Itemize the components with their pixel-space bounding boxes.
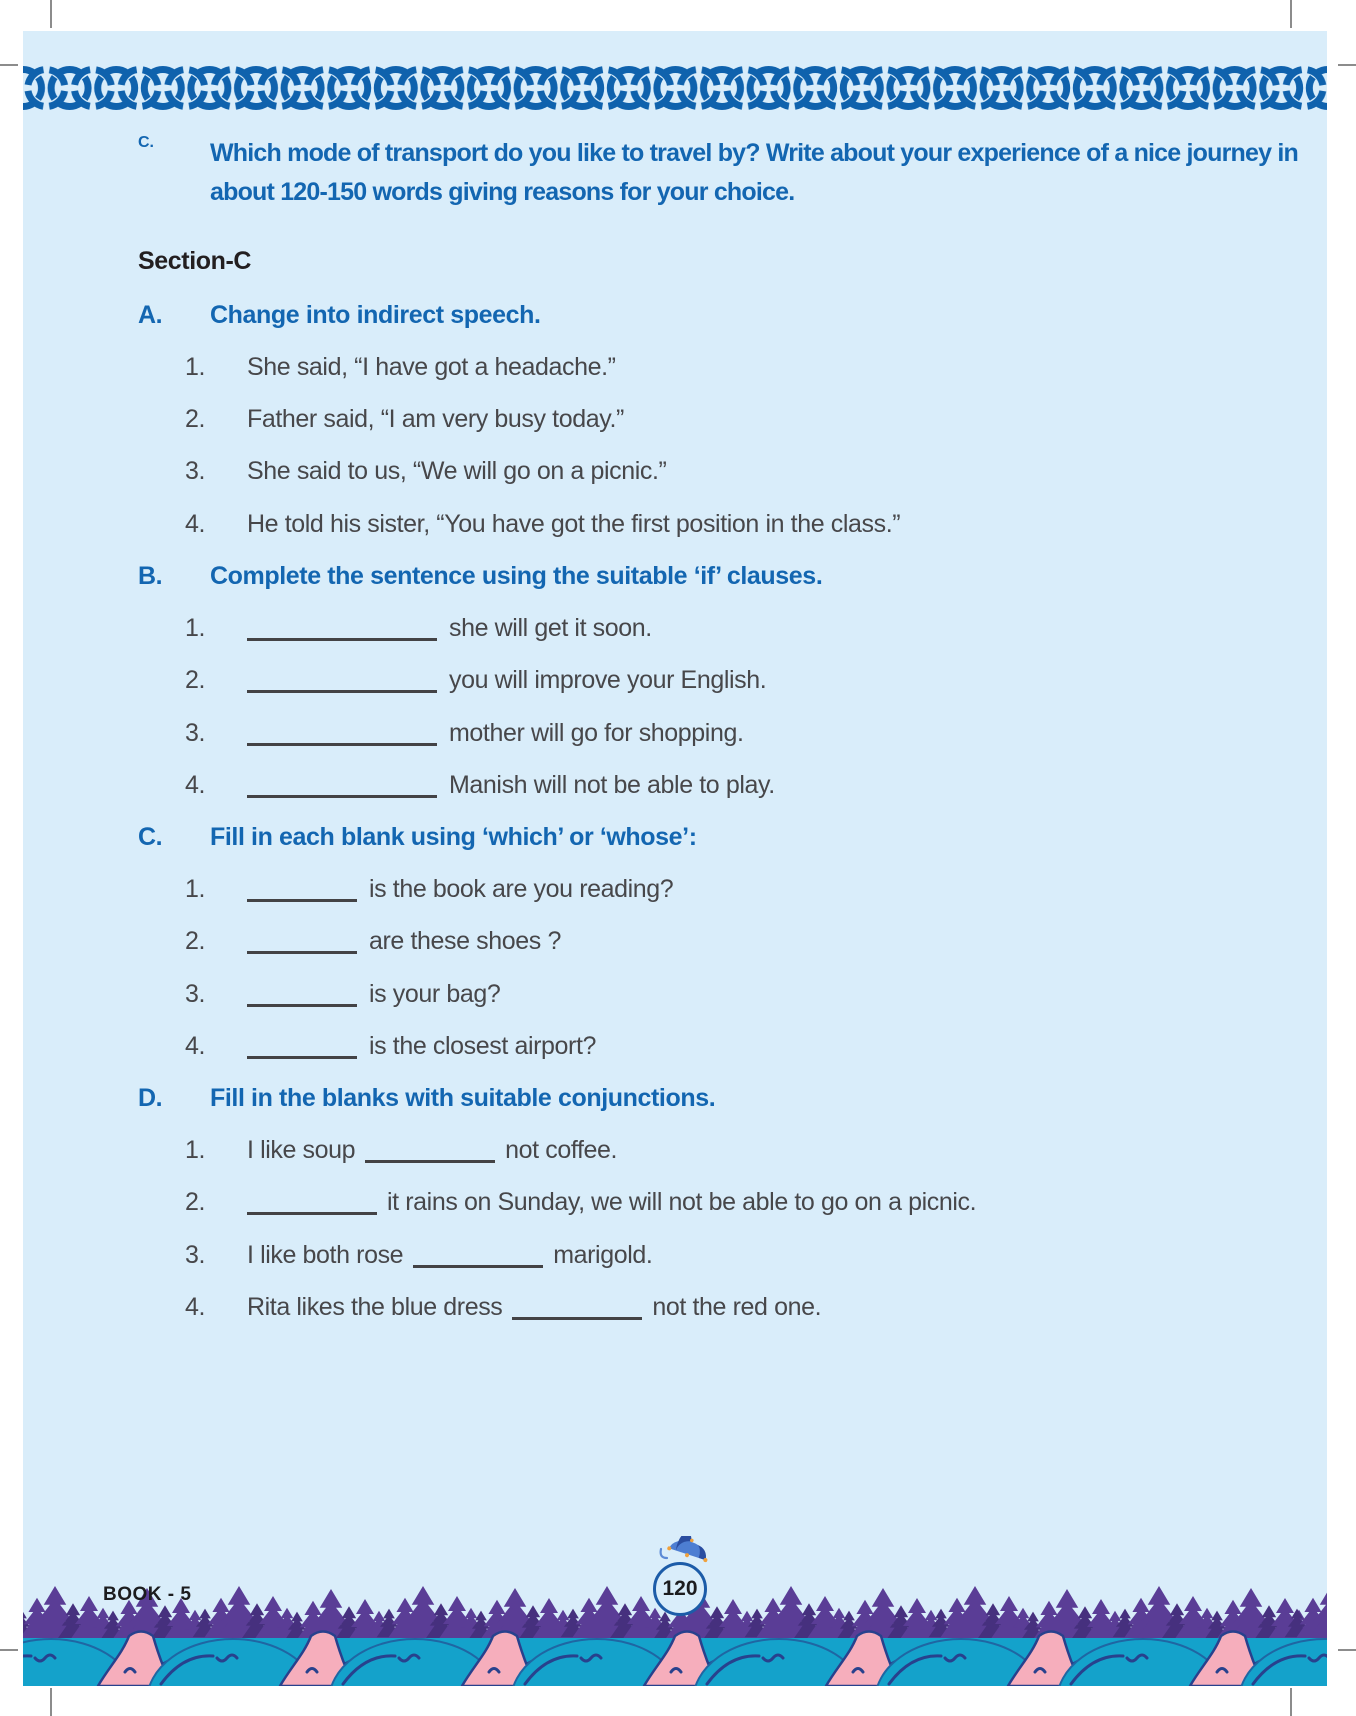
exercise-label: B. (138, 562, 163, 590)
exercise-b-heading (23, 559, 1327, 597)
list-item (23, 768, 1327, 806)
list-item (23, 977, 1327, 1015)
item-post-text: mother will go for shopping. (449, 719, 744, 747)
item-text (247, 872, 673, 906)
item-number: 4. (185, 771, 206, 799)
list-item (23, 1238, 1327, 1276)
item-text (247, 1185, 976, 1219)
list-item (23, 454, 1327, 492)
list-item (23, 1133, 1327, 1171)
list-item (23, 1029, 1327, 1067)
item-number: 1. (185, 353, 206, 381)
list-item (23, 402, 1327, 440)
item-number: 4. (185, 510, 206, 538)
blank-line (247, 893, 357, 902)
book-label: BOOK - 5 (103, 1584, 192, 1605)
item-number: 3. (185, 719, 206, 747)
exercise-title: Fill in the blanks with suitable conjunctions. (210, 1084, 716, 1112)
item-number: 2. (185, 1188, 206, 1216)
item-text (247, 1133, 617, 1167)
item-post-text: it rains on Sunday, we will not be able to go on a picnic. (387, 1188, 977, 1216)
exercise-label: C. (138, 823, 163, 851)
list-item (23, 924, 1327, 962)
item-post-text: not the red one. (652, 1293, 822, 1321)
item-text (247, 1238, 652, 1272)
item-text: She said to us, “We will go on a picnic.” (247, 457, 667, 485)
blank-line (247, 632, 437, 641)
blank-line (247, 998, 357, 1007)
blank-line (247, 1206, 377, 1215)
item-pre-text: Rita likes the blue dress (247, 1293, 503, 1321)
item-text: Father said, “I am very busy today.” (247, 405, 624, 433)
crop-mark (1290, 0, 1292, 28)
crop-mark (50, 0, 52, 28)
item-post-text: Manish will not be able to play. (449, 771, 775, 799)
item-pre-text: I like soup (247, 1136, 356, 1164)
item-post-text: is the book are you reading? (369, 875, 674, 903)
item-number: 1. (185, 1136, 206, 1164)
item-text: He told his sister, “You have got the first position in the class.” (247, 510, 901, 538)
item-number: 3. (185, 980, 206, 1008)
list-item (23, 350, 1327, 388)
blank-line (247, 684, 437, 693)
item-text (247, 924, 561, 958)
page-number-badge (653, 1562, 707, 1616)
item-post-text: is your bag? (369, 980, 501, 1008)
item-post-text: not coffee. (505, 1136, 618, 1164)
list-item (23, 663, 1327, 701)
blank-line (413, 1259, 543, 1268)
blank-line (247, 789, 437, 798)
item-text (247, 716, 744, 750)
item-post-text: are these shoes ? (369, 927, 561, 955)
exercise-label: D. (138, 1084, 163, 1112)
list-item (23, 507, 1327, 545)
item-post-text: you will improve your English. (449, 666, 767, 694)
list-item (23, 1290, 1327, 1328)
blank-line (247, 737, 437, 746)
section-title-row (23, 244, 1327, 282)
list-item (23, 1185, 1327, 1223)
section-title: Section-C (138, 247, 252, 275)
question-text: Which mode of transport do you like to travel by? Write about your experience of a nice journey in about 120-150 words giving reasons for your choice. (210, 139, 1298, 206)
exercise-d-heading (23, 1081, 1327, 1119)
crop-mark (1338, 64, 1356, 66)
item-number: 3. (185, 457, 206, 485)
page-number: 120 (662, 1577, 698, 1600)
item-number: 2. (185, 927, 206, 955)
crop-mark (1338, 1649, 1356, 1651)
exercise-title: Change into indirect speech. (210, 301, 541, 329)
blank-line (247, 945, 357, 954)
crop-mark (1290, 1688, 1292, 1716)
item-pre-text: I like both rose (247, 1241, 404, 1269)
item-number: 3. (185, 1241, 206, 1269)
list-item (23, 611, 1327, 649)
item-text (247, 1029, 596, 1063)
item-text (247, 1290, 821, 1324)
item-text (247, 611, 652, 645)
item-post-text: she will get it soon. (449, 614, 652, 642)
blank-line (247, 1050, 357, 1059)
crop-mark (50, 1688, 52, 1716)
list-item (23, 716, 1327, 754)
item-number: 2. (185, 666, 206, 694)
item-number: 1. (185, 614, 206, 642)
crop-mark (0, 64, 18, 66)
chain-border-ornament (23, 65, 1327, 111)
exercise-label: A. (138, 301, 163, 329)
item-number: 4. (185, 1293, 206, 1321)
item-text: She said, “I have got a headache.” (247, 353, 616, 381)
exercise-a-heading (23, 298, 1327, 336)
item-text (247, 663, 766, 697)
item-post-text: marigold. (553, 1241, 653, 1269)
item-text (247, 977, 500, 1011)
item-post-text: is the closest airport? (369, 1032, 597, 1060)
exercise-title: Complete the sentence using the suitable ‘if’ clauses. (210, 562, 823, 590)
item-number: 4. (185, 1032, 206, 1060)
exercise-title: Fill in each blank using ‘which’ or ‘whose’: (210, 823, 697, 851)
textbook-page (23, 31, 1327, 1686)
item-text (247, 768, 775, 802)
crop-mark (0, 1649, 18, 1651)
blank-line (512, 1311, 642, 1320)
item-number: 2. (185, 405, 206, 433)
blank-line (365, 1154, 495, 1163)
item-number: 1. (185, 875, 206, 903)
umbrella-icon (655, 1536, 713, 1570)
waves-art (23, 1632, 1327, 1687)
list-item (23, 872, 1327, 910)
exercise-c-heading (23, 820, 1327, 858)
question-label: C. (138, 134, 154, 151)
